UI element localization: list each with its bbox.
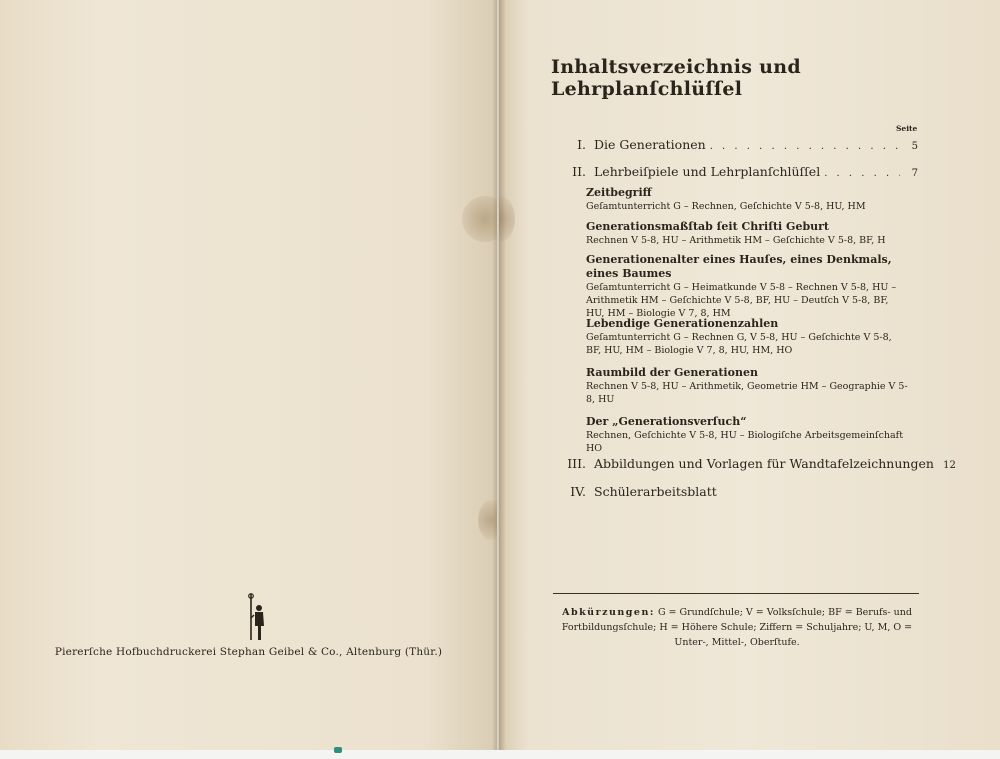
toc-section-4: [556, 484, 918, 499]
subentry-1: [586, 186, 908, 213]
leader-dots: [824, 168, 900, 179]
leader-dots: [710, 141, 900, 152]
toc-section-1: [556, 137, 918, 152]
subentry-desc: Rechnen V 5-8, HU – Arithmetik HM – Geſchichte V 5-8, BF, H: [586, 235, 886, 246]
section-label: Die Generationen: [594, 137, 706, 152]
subentry-title: Zeitbegriff: [586, 186, 652, 199]
subentry-desc: Rechnen V 5-8, HU – Arithmetik, Geometrie HM – Geographie V 5-8, HU: [586, 381, 908, 405]
section-numeral: IV.: [570, 484, 586, 499]
subentry-6: [586, 415, 908, 455]
abbreviations-label: Abkürzungen:: [562, 607, 655, 618]
toc-title: Inhaltsverzeichnis und Lehrplanſchlüſſel: [551, 56, 801, 100]
subentry-title: Lebendige Generationenzahlen: [586, 317, 779, 330]
section-label: Lehrbeiſpiele und Lehrplanſchlüſſel: [594, 164, 821, 179]
subentry-title: Generationsmaßſtab ſeit Chriſti Geburt: [586, 220, 830, 233]
subentry-desc: Rechnen, Geſchichte V 5-8, HU – Biologiſche Arbeitsgemeinſchaft HO: [586, 430, 904, 454]
footnote-rule: [553, 593, 919, 594]
subentry-title: Generationenalter eines Hauſes, eines Denkmals, eines Baumes: [586, 253, 892, 280]
section-numeral: II.: [572, 164, 586, 179]
printer-imprint: Piererſche Hofbuchdruckerei Stephan Geibel & Co., Altenburg (Thür.): [54, 646, 443, 658]
subentry-4: [586, 317, 908, 357]
subentry-2: [586, 220, 908, 247]
abbreviations-note: [553, 605, 921, 650]
section-numeral: III.: [567, 456, 586, 471]
left-page: [0, 0, 497, 750]
section-page: 7: [911, 168, 918, 179]
section-label: Schülerarbeitsblatt: [594, 484, 717, 499]
subentry-desc: Geſamtunterricht G – Rechnen, Geſchichte V 5-8, HU, HM: [586, 201, 866, 212]
subentry-desc: Geſamtunterricht G – Rechnen G, V 5-8, HU – Geſchichte V 5-8, BF, HU, HM – Biologie V 7, 8, HU, HM, HO: [586, 332, 892, 356]
section-numeral: I.: [577, 137, 586, 152]
section-label: Abbildungen und Vorlagen für Wandtafelzeichnungen: [594, 456, 934, 471]
scan-speck: [334, 747, 342, 753]
subentry-title: Raumbild der Generationen: [586, 366, 758, 379]
toc-section-2: [556, 164, 918, 179]
subentry-3: [586, 253, 908, 320]
book-gutter: [492, 0, 506, 752]
page-column-header: Seite: [896, 124, 918, 133]
abbreviations-text: G = Grundſchule; V = Volksſchule; BF = Berufs- und Fortbildungsſchule; H = Höhere Schule; Ziffern = Schuljahre; U, M, O = Unter-, Mittel-, Oberſtufe.: [561, 607, 913, 648]
toc-section-3: [556, 456, 956, 471]
subentry-desc: Geſamtunterricht G – Heimatkunde V 5-8 – Rechnen V 5-8, HU – Arithmetik HM – Geſchichte V 5-8, BF, HU – Deutſch V 5-8, BF, HU, HM – Biologie V 7, 8, HM: [586, 282, 897, 319]
scan-margin: [0, 750, 1000, 759]
section-page: 5: [911, 141, 918, 152]
section-page: 12: [943, 460, 956, 471]
figure-with-staff-icon: [244, 592, 270, 642]
subentry-5: [586, 366, 908, 406]
subentry-title: Der „Generationsverſuch“: [586, 415, 747, 428]
